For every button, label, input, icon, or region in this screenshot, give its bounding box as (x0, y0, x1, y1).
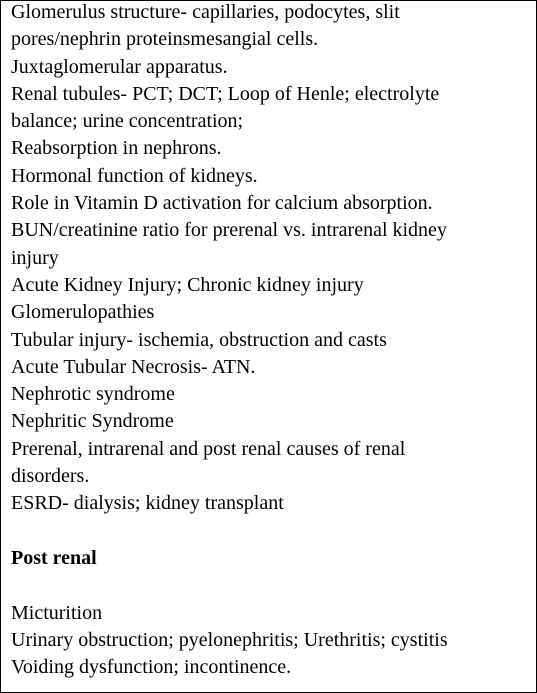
text-line: Reabsorption in nephrons. (11, 137, 222, 160)
text-line: Nephrotic syndrome (11, 383, 175, 406)
document-body (11, 0, 531, 681)
text-line: Juxtaglomerular apparatus. (11, 55, 228, 78)
section-heading: Post renal (11, 546, 97, 569)
post-renal-line: Voiding dysfunction; incontinence. (11, 656, 292, 679)
text-line: Nephritic Syndrome (11, 410, 174, 433)
text-line: Glomerulus structure- capillaries, podocytes, slit (11, 1, 400, 23)
text-line: Tubular injury- ischemia, obstruction and casts (11, 328, 387, 351)
text-line: Prerenal, intrarenal and post renal causes of renal (11, 437, 406, 460)
text-line: injury (11, 246, 59, 269)
text-line: Hormonal function of kidneys. (11, 164, 258, 187)
blank-line (11, 518, 531, 545)
text-line: Acute Kidney Injury; Chronic kidney injury (11, 273, 364, 296)
text-line: Acute Tubular Necrosis- ATN. (11, 355, 256, 378)
text-line: balance; urine concentration; (11, 110, 244, 133)
post-renal-line: Micturition (11, 601, 103, 624)
text-line: pores/nephrin proteinsmesangial cells. (11, 28, 319, 51)
text-line: Renal tubules- PCT; DCT; Loop of Henle; electrolyte (11, 82, 440, 105)
post-renal-line: Urinary obstruction; pyelonephritis; Urethritis; cystitis (11, 628, 448, 651)
text-line: Role in Vitamin D activation for calcium absorption. (11, 192, 433, 215)
text-line: disorders. (11, 465, 90, 488)
text-line: Glomerulopathies (11, 301, 155, 324)
text-line: BUN/creatinine ratio for prerenal vs. intrarenal kidney (11, 219, 447, 242)
blank-line (11, 572, 531, 599)
text-line: ESRD- dialysis; kidney transplant (11, 492, 284, 515)
